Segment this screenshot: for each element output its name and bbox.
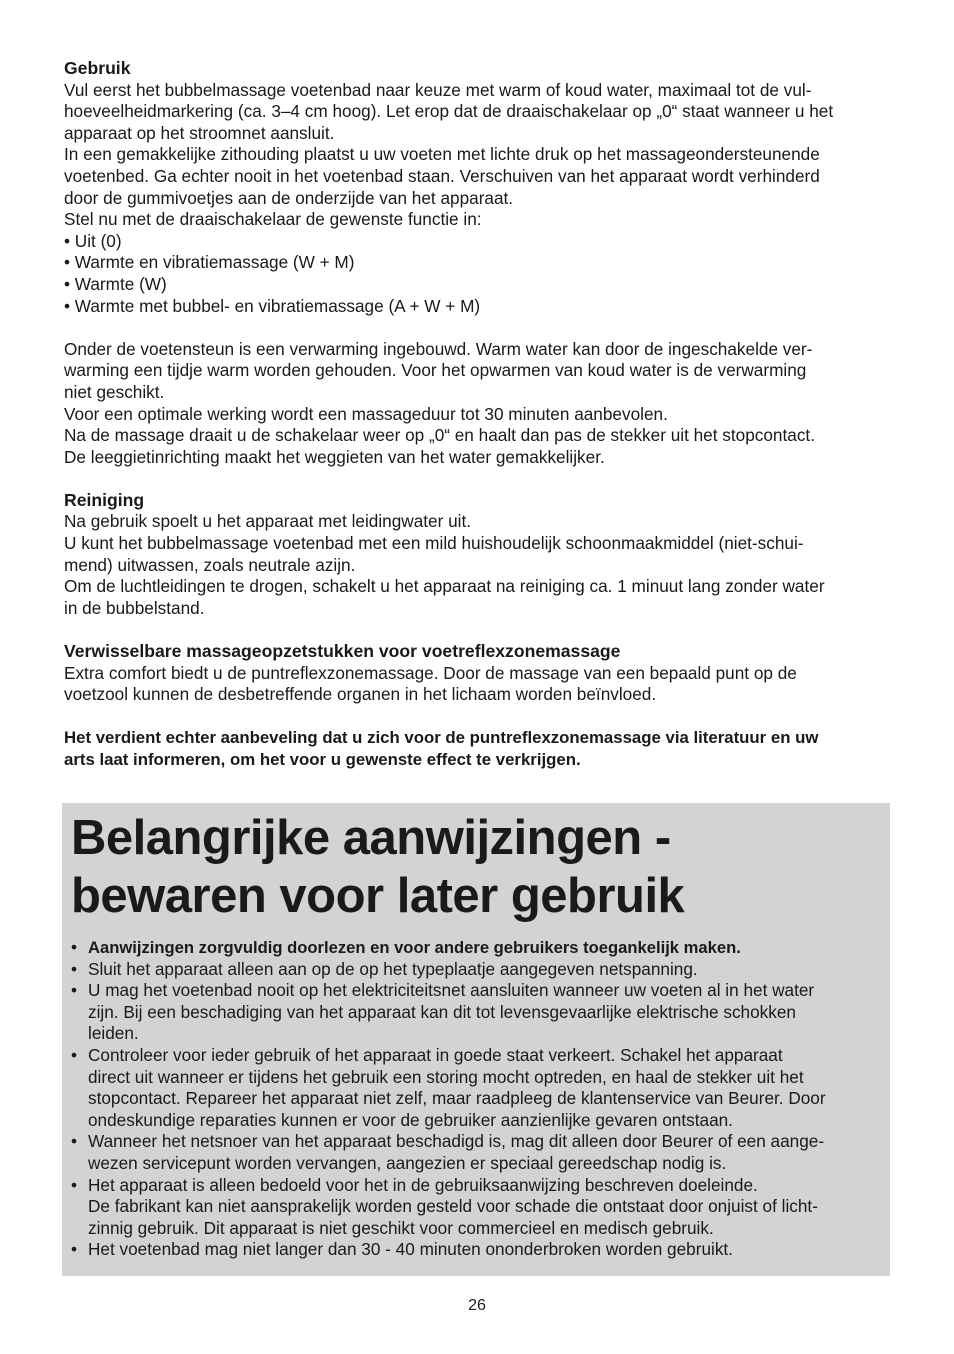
bullet-icon: •	[71, 937, 78, 957]
text-line: voetzool kunnen de desbetreffende organen in het lichaam worden beïnvloed.	[64, 684, 657, 705]
text-line: door de gummivoetjes aan de onderzijde van het apparaat.	[64, 187, 514, 208]
safety-item	[71, 937, 887, 959]
safety-text-line: Sluit het apparaat alleen aan op de op het typeplaatje aangegeven netspanning.	[88, 958, 698, 979]
safety-item	[71, 1239, 887, 1261]
safety-text-line: zinnig gebruik. Dit apparaat is niet geschikt voor commercieel en medisch gebruik.	[88, 1217, 714, 1238]
bullet-icon: •	[71, 1239, 78, 1260]
important-notes-box	[62, 803, 890, 1276]
safety-text-line: Controleer voor ieder gebruik of het apparaat in goede staat verkeert. Schakel het apparaat	[88, 1044, 783, 1065]
text-line: warming een tijdje warm worden gehouden. Voor het opwarmen van koud water is de verwarming	[64, 360, 807, 381]
text-line: Om de luchtleidingen te drogen, schakelt u het apparaat na reiniging ca. 1 minuut lang zonder water	[64, 576, 825, 597]
text-line: In een gemakkelijke zithouding plaatst u uw voeten met lichte druk op het massageondersteunende	[64, 144, 820, 165]
title-line: Belangrijke aanwijzingen -	[71, 811, 671, 865]
important-notes-title	[71, 809, 684, 925]
safety-item	[71, 980, 887, 1045]
text-line: U kunt het bubbelmassage voetenbad met een mild huishoudelijk schoonmaakmiddel (niet-schui-	[64, 533, 804, 554]
spacer	[64, 619, 890, 641]
safety-text-line: De fabrikant kan niet aansprakelijk worden gesteld voor schade die ontstaat door onjuist of licht-	[88, 1196, 818, 1217]
text-line: Na de massage draait u de schakelaar weer op „0“ en haalt dan pas de stekker uit het stopcontact.	[64, 425, 815, 446]
advice-note-line: arts laat informeren, om het voor u gewenste effect te verkrijgen.	[64, 750, 581, 769]
text-line: apparaat op het stroomnet aansluit.	[64, 122, 335, 143]
safety-text-line: Het apparaat is alleen bedoeld voor het in de gebruiksaanwijzing beschreven doeleinde.	[88, 1174, 758, 1195]
page-number: 26	[468, 1297, 486, 1314]
text-line: mend) uitwassen, zoals neutrale azijn.	[64, 554, 356, 575]
safety-text-line: Het voetenbad mag niet langer dan 30 - 40 minuten ononderbroken worden gebruikt.	[88, 1239, 733, 1260]
heading-reiniging: Reiniging	[64, 489, 145, 510]
function-option-heat-bubble-vibration: • Warmte met bubbel- en vibratiemassage (A + W + M)	[64, 295, 481, 316]
text-line: in de bubbelstand.	[64, 597, 205, 618]
function-option-heat: • Warmte (W)	[64, 273, 167, 294]
function-option-off: • Uit (0)	[64, 230, 122, 251]
heading-massage-attachments: Verwisselbare massageopzetstukken voor voetreflexzonemassage	[64, 641, 621, 662]
advice-note-line: Het verdient echter aanbeveling dat u zich voor de puntreflexzonemassage via literatuur en uw	[64, 728, 819, 748]
text-line: voetenbed. Ga echter nooit in het voetenbad staan. Verschuiven van het apparaat wordt verhinderd	[64, 165, 820, 186]
title-line: bewaren voor later gebruik	[71, 869, 685, 923]
safety-text-line: Wanneer het netsnoer van het apparaat beschadigd is, mag dit alleen door Beurer of een aange-	[88, 1131, 825, 1152]
safety-text-line: Aanwijzingen zorgvuldig doorlezen en voor andere gebruikers toegankelijk maken.	[88, 938, 741, 957]
safety-item	[71, 959, 887, 981]
bullet-icon: •	[71, 1131, 78, 1152]
manual-text-column	[64, 58, 890, 771]
bullet-icon: •	[71, 1044, 78, 1065]
text-line: Vul eerst het bubbelmassage voetenbad naar keuze met warm of koud water, maximaal tot de vul-	[64, 79, 812, 100]
spacer	[64, 317, 890, 339]
safety-text-line: U mag het voetenbad nooit op het elektriciteitsnet aansluiten wanneer uw voeten al in het water	[88, 980, 815, 1001]
function-option-heat-vibration: • Warmte en vibratiemassage (W + M)	[64, 252, 355, 273]
spacer	[64, 468, 890, 490]
text-line: Onder de voetensteun is een verwarming ingebouwd. Warm water kan door de ingeschakelde ver-	[64, 338, 813, 359]
safety-text-line: leiden.	[88, 1023, 139, 1044]
text-line: Extra comfort biedt u de puntreflexzonemassage. Door de massage van een bepaald punt op de	[64, 662, 797, 683]
text-line: Voor een optimale werking wordt een massageduur tot 30 minuten aanbevolen.	[64, 403, 668, 424]
safety-list	[71, 937, 887, 1261]
bullet-icon: •	[71, 958, 78, 979]
safety-item	[71, 1045, 887, 1131]
text-line: Na gebruik spoelt u het apparaat met leidingwater uit.	[64, 511, 472, 532]
safety-text-line: ondeskundige reparaties kunnen er voor de gebruiker aanzienlijke gevaren ontstaan.	[88, 1109, 733, 1130]
safety-item	[71, 1175, 887, 1240]
text-line: De leeggietinrichting maakt het weggieten van het water gemakkelijker.	[64, 446, 605, 467]
safety-text-line: direct uit wanneer er tijdens het gebruik een storing mocht optreden, en haal de stekker uit het	[88, 1066, 804, 1087]
safety-text-line: wezen servicepunt worden vervangen, aangezien er speciaal gereedschap nodig is.	[88, 1152, 727, 1173]
spacer	[64, 706, 890, 728]
text-line: Stel nu met de draaischakelaar de gewenste functie in:	[64, 209, 482, 230]
text-line: hoeveelheidmarkering (ca. 3–4 cm hoog). Let erop dat de draaischakelaar op „0“ staat wanneer u het	[64, 101, 834, 122]
heading-gebruik: Gebruik	[64, 58, 131, 78]
safety-item	[71, 1131, 887, 1174]
text-line: niet geschikt.	[64, 381, 165, 402]
safety-text-line: stopcontact. Repareer het apparaat niet zelf, maar raadpleeg de klantenservice van Beurer. Door	[88, 1088, 826, 1109]
bullet-icon: •	[71, 980, 78, 1001]
safety-text-line: zijn. Bij een beschadiging van het apparaat kan dit tot levensgevaarlijke elektrische schokken	[88, 1001, 796, 1022]
bullet-icon: •	[71, 1174, 78, 1195]
